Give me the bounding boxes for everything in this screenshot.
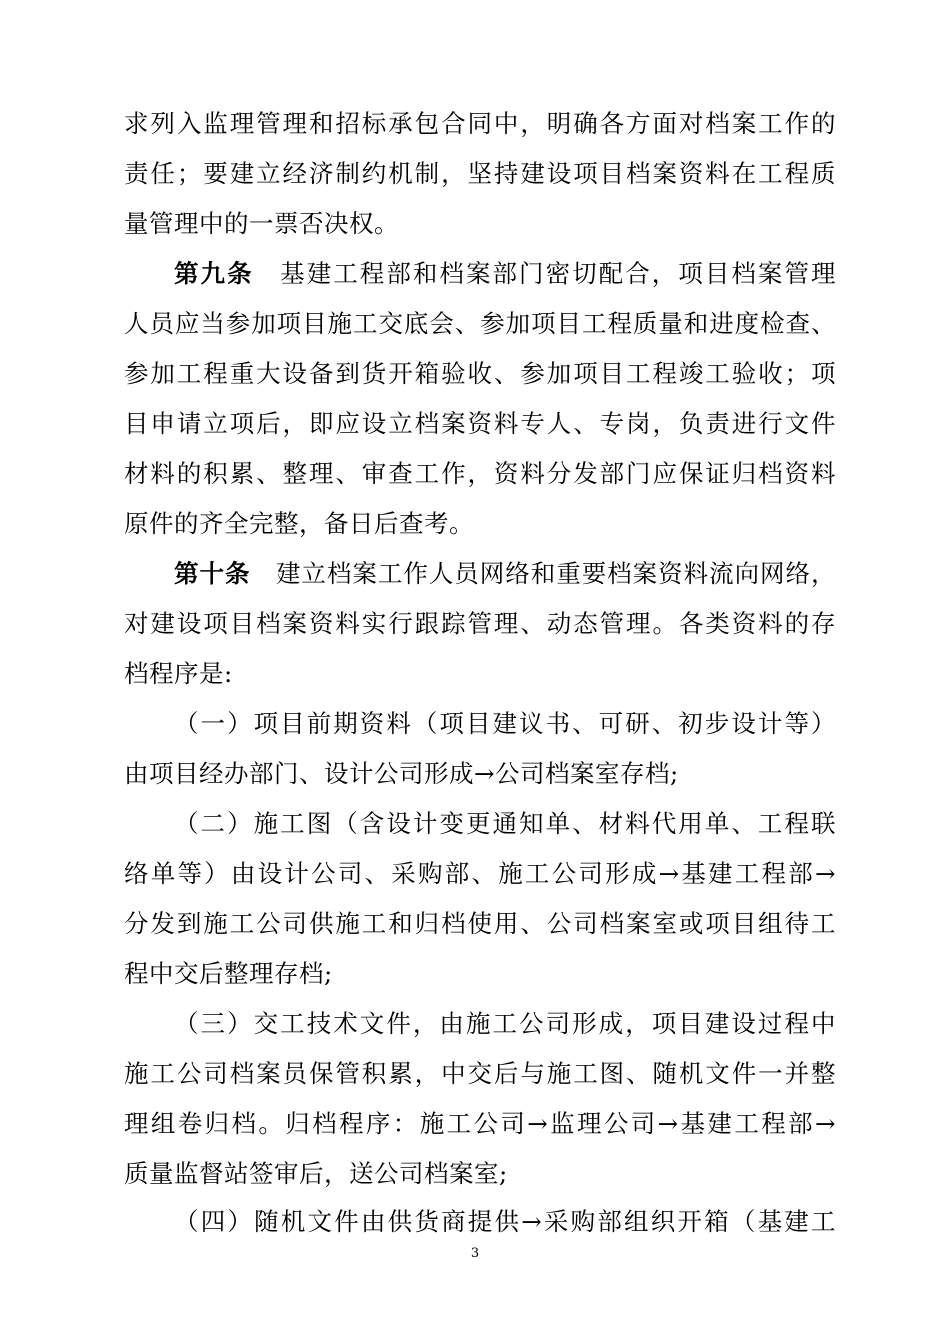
body-text-line: 对建设项目档案资料实行跟踪管理、动态管理。各类资料的存 [124,609,836,638]
body-text-line: 求列入监理管理和招标承包合同中，明确各方面对档案工作的 [124,109,836,138]
article-10-text: 建立档案工作人员网络和重要档案资料流向网络， [275,559,837,588]
body-text-line: 施工公司档案员保管积累，中交后与施工图、随机文件一并整 [124,1059,836,1088]
page-number: 3 [470,1246,480,1261]
body-text-line: 分发到施工公司供施工和归档使用、公司档案室或项目组待工 [124,909,836,938]
body-text-line: 人员应当参加项目施工交底会、参加项目工程质量和进度检查、 [124,309,836,338]
body-text-line: 目申请立项后，即应设立档案资料专人、专岗，负责进行文件 [124,409,836,438]
body-text-line: 程中交后整理存档; [124,959,333,988]
article-10-first-line [174,558,836,590]
article-9-label: 第九条 [174,259,254,288]
body-text-line: 原件的齐全完整，备日后查考。 [124,509,474,538]
article-10-label: 第十条 [174,559,251,588]
item-4-first-line: （四）随机文件由供货商提供→采购部组织开箱（基建工 [174,1207,836,1236]
body-text-line: 量管理中的一票否决权。 [124,209,399,238]
item-3-first-line: （三）交工技术文件，由施工公司形成，项目建设过程中 [174,1009,836,1038]
item-1-first-line: （一）项目前期资料（项目建议书、可研、初步设计等） [174,709,836,738]
body-text-line: 理组卷归档。归档程序：施工公司→监理公司→基建工程部→ [124,1109,836,1138]
item-2-first-line: （二）施工图（含设计变更通知单、材料代用单、工程联 [174,809,836,838]
body-text-line: 参加工程重大设备到货开箱验收、参加项目工程竣工验收；项 [124,359,836,388]
body-text-line: 质量监督站签审后，送公司档案室; [124,1159,508,1188]
body-text-line: 档程序是: [124,659,233,688]
article-9-first-line [174,258,836,290]
body-text-line: 由项目经办部门、设计公司形成→公司档案室存档; [124,759,679,788]
body-text-line: 络单等）由设计公司、采购部、施工公司形成→基建工程部→ [124,859,836,888]
article-9-text: 基建工程部和档案部门密切配合，项目档案管理 [280,259,837,288]
body-text-line: 材料的积累、整理、审查工作，资料分发部门应保证归档资料 [124,459,836,488]
body-text-line: 责任；要建立经济制约机制，坚持建设项目档案资料在工程质 [124,159,836,188]
